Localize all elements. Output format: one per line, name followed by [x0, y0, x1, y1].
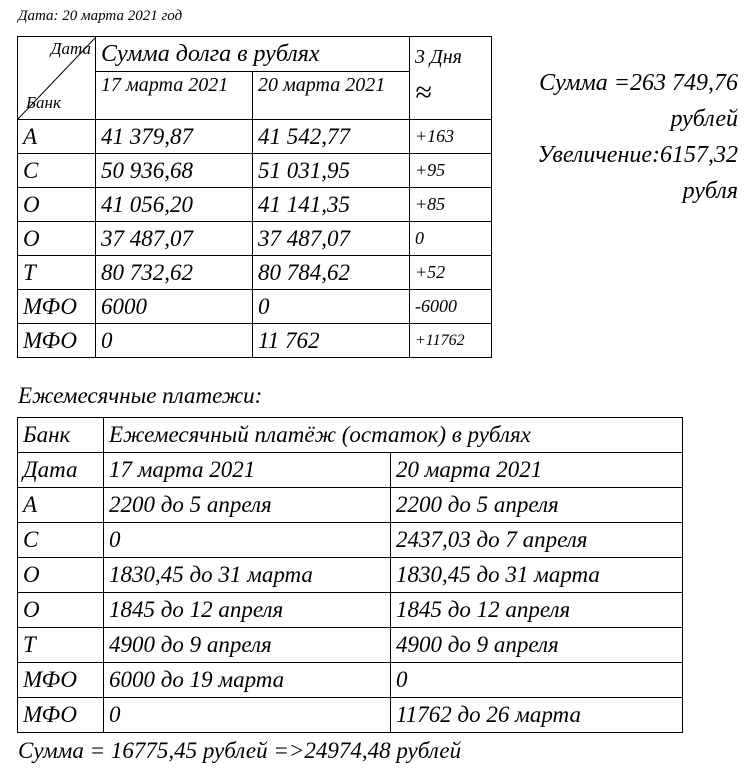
delta-cell: +95	[410, 154, 492, 188]
bank-cell: О	[18, 593, 104, 628]
corner-bank-label: Банк	[26, 93, 61, 112]
delta-cell: 0	[410, 222, 492, 256]
bank-cell: А	[18, 120, 96, 154]
amount-cell: 37 487,07	[96, 222, 253, 256]
bank-cell: МФО	[18, 290, 96, 324]
delta-cell: -6000	[410, 290, 492, 324]
payment-cell: 2200 до 5 апреля	[391, 488, 683, 523]
sum-header: Сумма долга в рублях	[96, 37, 410, 72]
monthly-payments-title: Ежемесячные платежи:	[18, 383, 263, 408]
amount-cell: 0	[253, 290, 410, 324]
table-row	[18, 324, 492, 358]
bank-cell: Т	[18, 256, 96, 290]
payment-cell: 4900 до 9 апреля	[391, 628, 683, 663]
table-row	[18, 698, 683, 733]
bank-cell: О	[18, 558, 104, 593]
amount-cell: 50 936,68	[96, 154, 253, 188]
payment-cell: 6000 до 19 марта	[104, 663, 391, 698]
table-row	[18, 154, 492, 188]
payment-cell: 2437,03 до 7 апреля	[391, 523, 683, 558]
date1-header: 17 марта 2021	[96, 72, 253, 120]
amount-cell: 80 732,62	[96, 256, 253, 290]
amount-cell: 41 141,35	[253, 188, 410, 222]
payment-cell: 4900 до 9 апреля	[104, 628, 391, 663]
table-row	[18, 628, 683, 663]
payment-cell: 1845 до 12 апреля	[104, 593, 391, 628]
bank-cell: МФО	[18, 663, 104, 698]
document-date: Дата: 20 марта 2021 год	[18, 8, 183, 24]
corner-header-cell	[18, 37, 96, 120]
date-header: Дата	[18, 453, 104, 488]
bank-cell: О	[18, 188, 96, 222]
payment-cell: 0	[104, 523, 391, 558]
date2-header: 20 марта 2021	[253, 72, 410, 120]
bank-cell: МФО	[18, 698, 104, 733]
days-label: 3 Дня	[415, 46, 462, 68]
table-row	[18, 256, 492, 290]
days-header	[410, 37, 492, 120]
delta-cell: +52	[410, 256, 492, 290]
date2-header: 20 марта 2021	[391, 453, 683, 488]
monthly-sum-line: Сумма = 16775,45 рублей =>24974,48 рублей	[18, 738, 462, 763]
corner-date-label: Дата	[50, 39, 91, 58]
delta-cell: +163	[410, 120, 492, 154]
payment-cell: 11762 до 26 марта	[391, 698, 683, 733]
bank-cell: МФО	[18, 324, 96, 358]
payment-cell: 1830,45 до 31 марта	[391, 558, 683, 593]
amount-cell: 41 379,87	[96, 120, 253, 154]
amount-cell: 6000	[96, 290, 253, 324]
bank-cell: Т	[18, 628, 104, 663]
total-sum-unit: рублей	[670, 106, 738, 132]
table-row	[18, 120, 492, 154]
date1-header: 17 марта 2021	[104, 453, 391, 488]
delta-cell: +85	[410, 188, 492, 222]
payments-table	[17, 417, 683, 733]
amount-cell: 37 487,07	[253, 222, 410, 256]
table-row	[18, 558, 683, 593]
amount-cell: 41 542,77	[253, 120, 410, 154]
table-row	[18, 188, 492, 222]
debt-table	[17, 36, 492, 358]
payment-cell: 2200 до 5 апреля	[104, 488, 391, 523]
payment-cell: 1845 до 12 апреля	[391, 593, 683, 628]
table-row	[18, 523, 683, 558]
payment-cell: 0	[104, 698, 391, 733]
amount-cell: 0	[96, 324, 253, 358]
amount-cell: 41 056,20	[96, 188, 253, 222]
payment-cell: 0	[391, 663, 683, 698]
table-row	[18, 488, 683, 523]
payment-cell: 1830,45 до 31 марта	[104, 558, 391, 593]
bank-header: Банк	[18, 418, 104, 453]
bank-cell: С	[18, 523, 104, 558]
table-row	[18, 593, 683, 628]
amount-cell: 51 031,95	[253, 154, 410, 188]
delta-cell: +11762	[410, 324, 492, 358]
payments-title-header: Ежемесячный платёж (остаток) в рублях	[104, 418, 683, 453]
summary-block	[514, 65, 738, 209]
bank-cell: А	[18, 488, 104, 523]
amount-cell: 80 784,62	[253, 256, 410, 290]
table-row	[18, 663, 683, 698]
bank-cell: С	[18, 154, 96, 188]
total-sum-line: Сумма =263 749,76	[539, 70, 738, 96]
increase-line: Увеличение:6157,32	[537, 142, 738, 168]
increase-unit: рубля	[682, 178, 738, 204]
bank-cell: О	[18, 222, 96, 256]
table-row	[18, 222, 492, 256]
approx-symbol: ≈	[415, 76, 432, 109]
amount-cell: 11 762	[253, 324, 410, 358]
table-row	[18, 290, 492, 324]
